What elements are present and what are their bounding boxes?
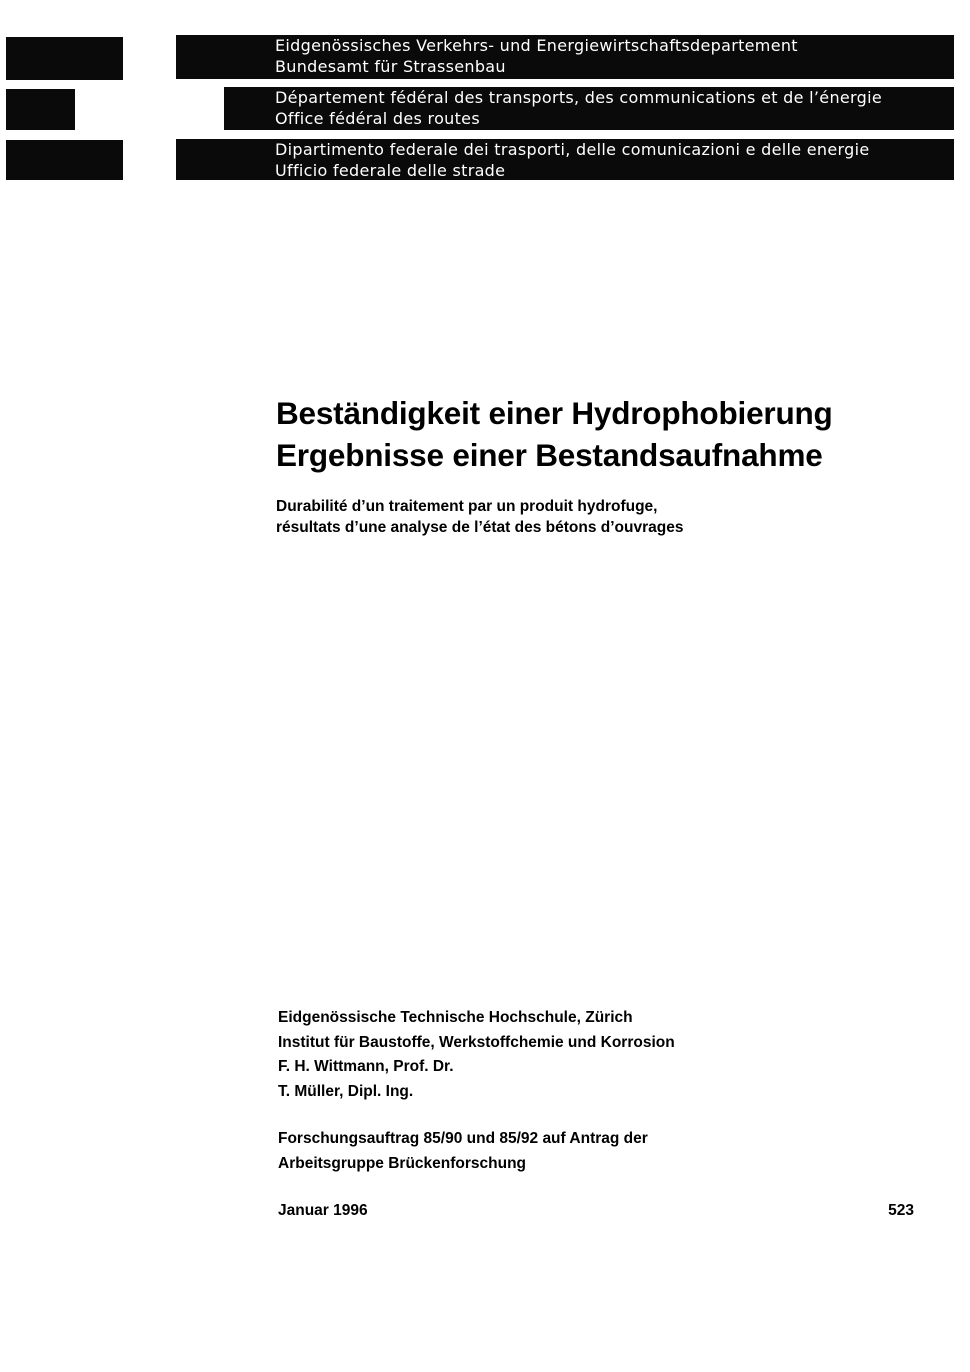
logo-bar-1 <box>6 37 123 80</box>
publication-date: Januar 1996 <box>278 1202 368 1219</box>
logo-bar-2 <box>6 89 75 130</box>
contract-line-1: Forschungsauftrag 85/90 und 85/92 auf Antrag der <box>278 1130 648 1147</box>
report-number: 523 <box>888 1202 914 1219</box>
institution: Eidgenössische Technische Hochschule, Zürich <box>278 1009 633 1026</box>
title-line-1: Beständigkeit einer Hydrophobierung <box>276 395 833 431</box>
contract-line-2: Arbeitsgruppe Brückenforschung <box>278 1154 527 1172</box>
logo-bar-3 <box>6 140 123 180</box>
contract-block <box>278 1127 648 1176</box>
page-title <box>276 392 833 476</box>
author-2: T. Müller, Dipl. Ing. <box>278 1082 414 1100</box>
header-band-fr <box>224 87 954 130</box>
header-it-office: Ufficio federale delle strade <box>275 161 506 180</box>
header-de-office: Bundesamt für Strassenbau <box>275 57 506 76</box>
author-1: F. H. Wittmann, Prof. Dr. <box>278 1058 454 1075</box>
subtitle-line-2: résultats d’une analyse de l’état des bétons d’ouvrages <box>276 519 684 536</box>
header-fr-office: Office fédéral des routes <box>275 109 480 128</box>
subtitle-line-1: Durabilité d’un traitement par un produit hydrofuge, <box>276 498 658 515</box>
page-subtitle <box>276 496 683 538</box>
header-de-department: Eidgenössisches Verkehrs- und Energiewirtschaftsdepartement <box>275 36 798 55</box>
header-band-de <box>176 35 954 79</box>
authors-block <box>278 1006 675 1104</box>
header-fr-department: Département fédéral des transports, des communications et de l’énergie <box>275 88 882 107</box>
header-band-it <box>176 139 954 180</box>
title-line-2: Ergebnisse einer Bestandsaufnahme <box>276 437 823 473</box>
header-it-department: Dipartimento federale dei trasporti, delle comunicazioni e delle energie <box>275 140 870 159</box>
institute: Institut für Baustoffe, Werkstoffchemie und Korrosion <box>278 1033 675 1051</box>
